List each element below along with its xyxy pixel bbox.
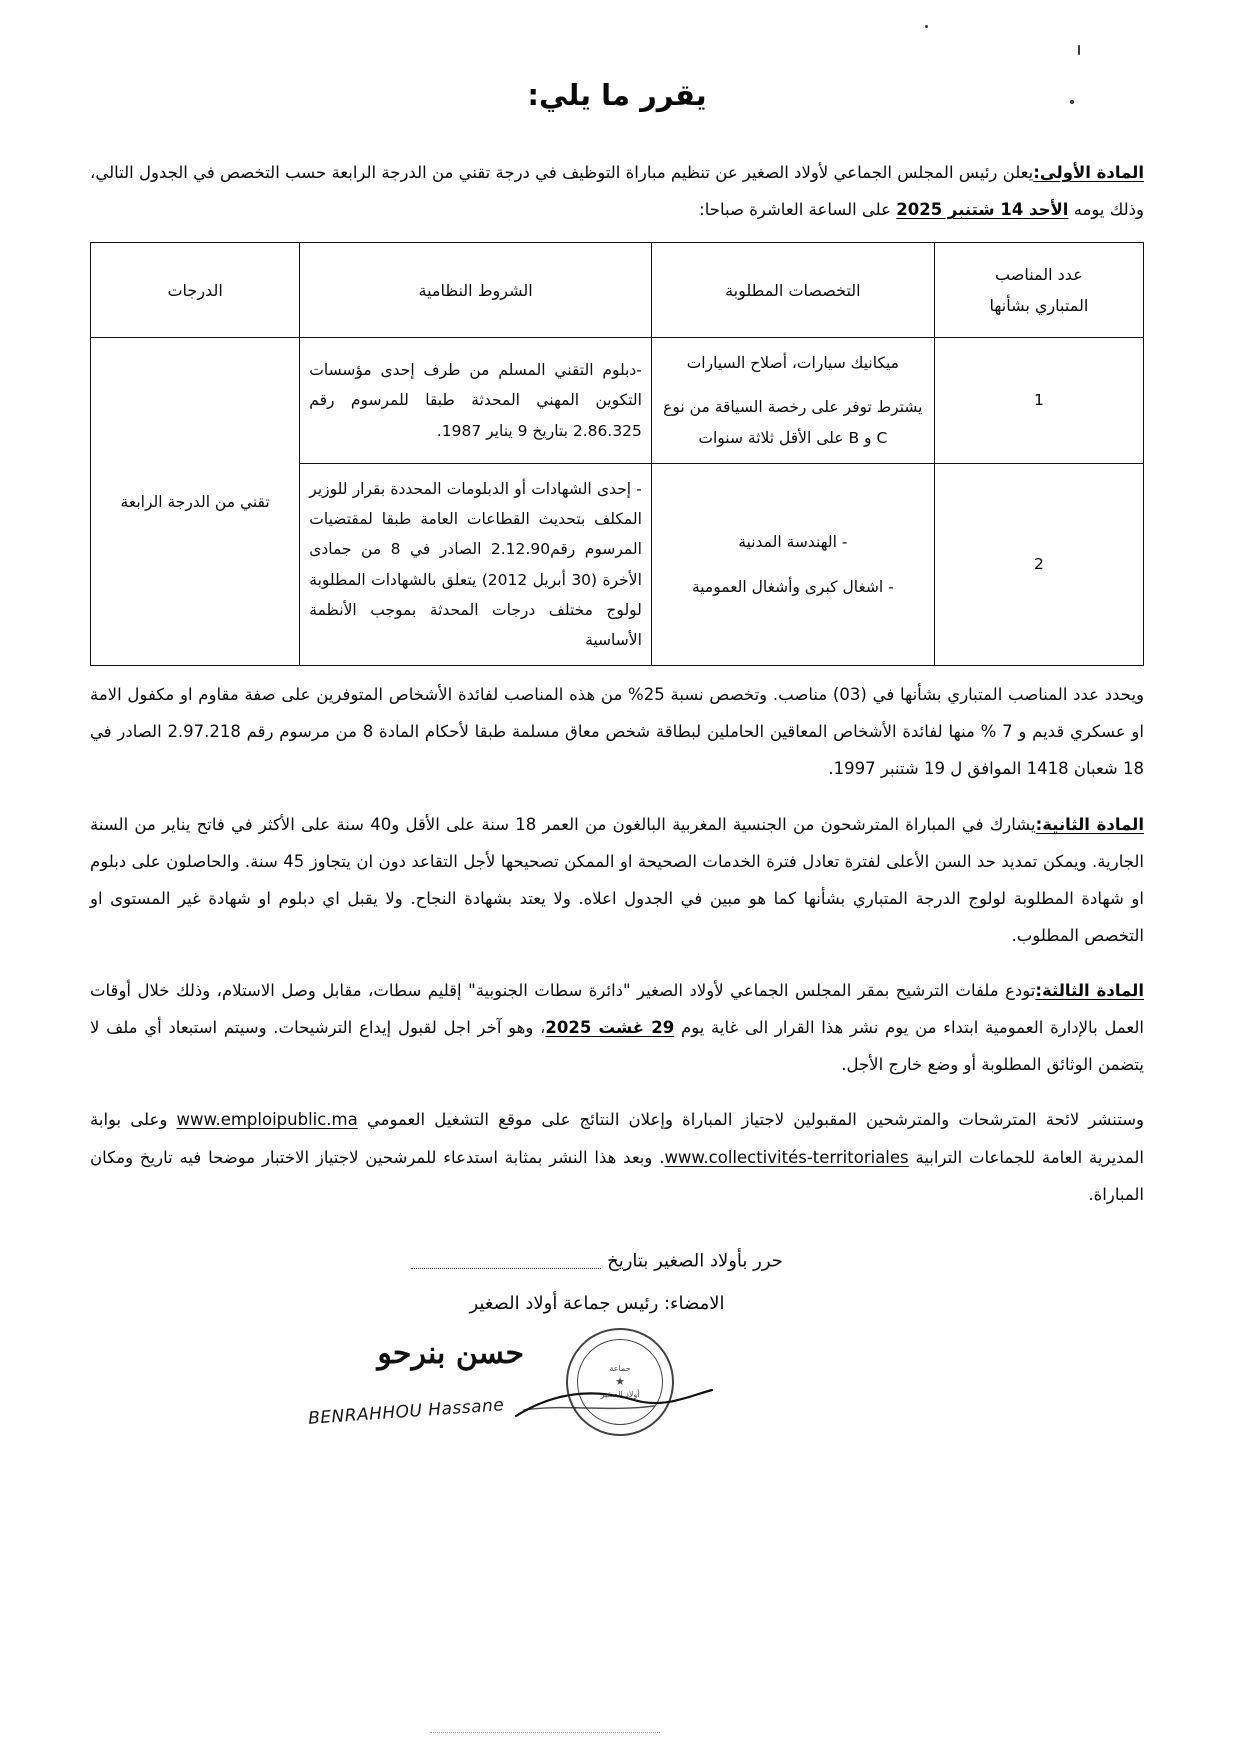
cell-specialties: [651, 338, 934, 464]
publication-text-part3: . وبعد هذا النشر بمثابة استدعاء للمرشحين لاجتياز الاختبار موضحا فيه تاريخ ومكان المباراة.: [90, 1147, 1144, 1204]
signature-block: [90, 1247, 1144, 1479]
latin-signature-name: BENRAHHOU Hassane: [307, 1395, 505, 1430]
stamp-text: [568, 1330, 672, 1434]
stamp-line-1: جماعة: [609, 1364, 631, 1374]
handwritten-signature-name: حسن بنرحو: [377, 1336, 524, 1372]
cell-positions-count: 1: [934, 338, 1143, 464]
date-blank-field[interactable]: [411, 1247, 601, 1270]
cell-positions-count: 2: [934, 463, 1143, 665]
article-three-text-part1: تودع ملفات الترشيح بمقر المجلس الجماعي لأولاد الصغير "دائرة سطات الجنوبية" إقليم سطات، مقابل وصل الاستلام، وذلك خلال أوقات العمل بالإدارة العمومية ابتداء من يوم نشر هذا القرار الى غاية يوم: [90, 981, 1144, 1038]
cell-specialties: [651, 463, 934, 665]
stamp-star-icon: ★: [615, 1375, 625, 1389]
column-header-degrees: الدرجات: [91, 243, 300, 338]
official-stamp-icon: [566, 1328, 674, 1436]
article-one-label: المادة الأولى:: [1033, 163, 1144, 182]
cell-degree: تقني من الدرجة الرابعة: [91, 338, 300, 666]
exam-date: الأحد 14 شتنبر 2025: [896, 200, 1069, 220]
table-row: [91, 338, 1144, 464]
article-two-text: يشارك في المباراة المترشحون من الجنسية المغربية البالغون من العمر 18 سنة على الأقل و40 سنة على الأكثر في فاتح يناير من السنة الجارية. ويمكن تمديد حد السن الأعلى لفترة تعادل فترة الخدمات الصحيحة او الممكن تصحيحها لأجل التقاعد دون ان يتجاوز 45 سنة. والحاصلون على دبلوم او شهادة المطلوبة لولوج الدرجة المتباري بشأنها كما هو مبين في الجدول اعلاه. ولا يعتد بشهادة النجاح. ولا يقبل اي دبلوم او شهادة غير المستوى او التخصص المطلوب.: [90, 814, 1144, 945]
specialty-main: - الهندسة المدنية: [738, 533, 848, 552]
column-header-count-line2: المتباري بشأنها: [989, 296, 1089, 316]
quota-paragraph: ويحدد عدد المناصب المتباري بشأنها في (03) مناصب. وتخصص نسبة 25% من هذه المناصب لفائدة الأشخاص المتوفرين على صفة مقاوم او مكفول الامة او عسكري قديم و 7 % منها لفائدة الأشخاص المعاقين الحاملين لبطاقة شخص معاق مسلمة طبقا لأحكام المادة 8 من مرسوم رقم 2.97.218 الصادر في 18 شعبان 1418 الموافق ل 19 شتنبر 1997.: [90, 685, 1144, 779]
signer-title-line: الامضاء: رئيس جماعة أولاد الصغير: [469, 1293, 725, 1315]
specialty-note: يشترط توفر على رخصة السياقة من نوع C و B على الأقل ثلاثة سنوات: [663, 398, 923, 447]
article-two-paragraph: [90, 806, 1144, 955]
page-title: يقرر ما يلي:: [527, 78, 707, 112]
publication-paragraph: [90, 1101, 1144, 1212]
column-header-count-line1: عدد المناصب: [995, 265, 1083, 285]
emploipublic-link[interactable]: www.emploipublic.ma: [176, 1110, 358, 1130]
article-one-text-before-date: يعلن رئيس المجلس الجماعي لأولاد الصغير عن تنظيم مباراة التوظيف في درجة تقني من الدرجة الرابعة حسب التخصص في الجدول التالي، وذلك يومه: [90, 163, 1144, 220]
application-deadline: 29 غشت 2025: [545, 1018, 675, 1038]
article-two-label: المادة الثانية:: [1035, 814, 1144, 834]
signature-artwork: [90, 1328, 1144, 1478]
cell-conditions: - إحدى الشهادات أو الدبلومات المحددة بقرار للوزير المكلف بتحديث القطاعات العامة طبقا لمقتضيات المرسوم رقم2.12.90 الصادر في 8 من جمادى الأخرة (30 أبريل 2012) يتعلق بالشهادات المطلوبة لولوج مختلف درجات المحدثة بموجب الأنظمة الأساسية: [300, 463, 652, 665]
footer-divider: [430, 1732, 660, 1733]
cell-conditions: -دبلوم التقني المسلم من طرف إحدى مؤسسات التكوين المهني المحدثة طبقا للمرسوم رقم 2.86.325 بتاريخ 9 يناير 1987.: [300, 338, 652, 464]
article-one-text-after-date: على الساعة العاشرة صباحا:: [699, 200, 897, 220]
column-header-conditions: الشروط النظامية: [300, 243, 652, 338]
column-header-specialties: التخصصات المطلوبة: [651, 243, 934, 338]
publication-text-part2: وعلى بوابة المديرية العامة للجماعات الترابية: [90, 1110, 1144, 1167]
positions-table: [90, 242, 1144, 666]
specialty-note: - اشغال كبرى وأشغال العمومية: [691, 577, 894, 596]
specialty-main: ميكانيك سيارات، أصلاح السيارات: [686, 354, 899, 373]
column-header-count: [934, 243, 1143, 338]
table-header-row: [91, 243, 1144, 338]
stamp-line-2: أولاد الصغير: [600, 1389, 640, 1399]
publication-text-part1: وستنشر لائحة المترشحات والمترشحين المقبولين لاجتياز المباراة وإعلان النتائج على موقع التشغيل العمومي: [357, 1110, 1144, 1130]
article-three-text-part2: ، وهو آخر اجل لقبول إيداع الترشيحات. وسيتم استبعاد أي ملف لا يتضمن الوثائق المطلوبة أو وضع خارج الأجل.: [90, 1018, 1144, 1075]
article-one-paragraph: [90, 154, 1144, 228]
article-three-label: المادة الثالثة:: [1035, 981, 1144, 1001]
collectivites-territoriales-link[interactable]: www.collectivités-territoriales: [664, 1147, 909, 1167]
place-date-label: حرر بأولاد الصغير بتاريخ: [607, 1250, 783, 1272]
article-three-paragraph: [90, 972, 1144, 1083]
place-and-date-line: [90, 1247, 1144, 1272]
